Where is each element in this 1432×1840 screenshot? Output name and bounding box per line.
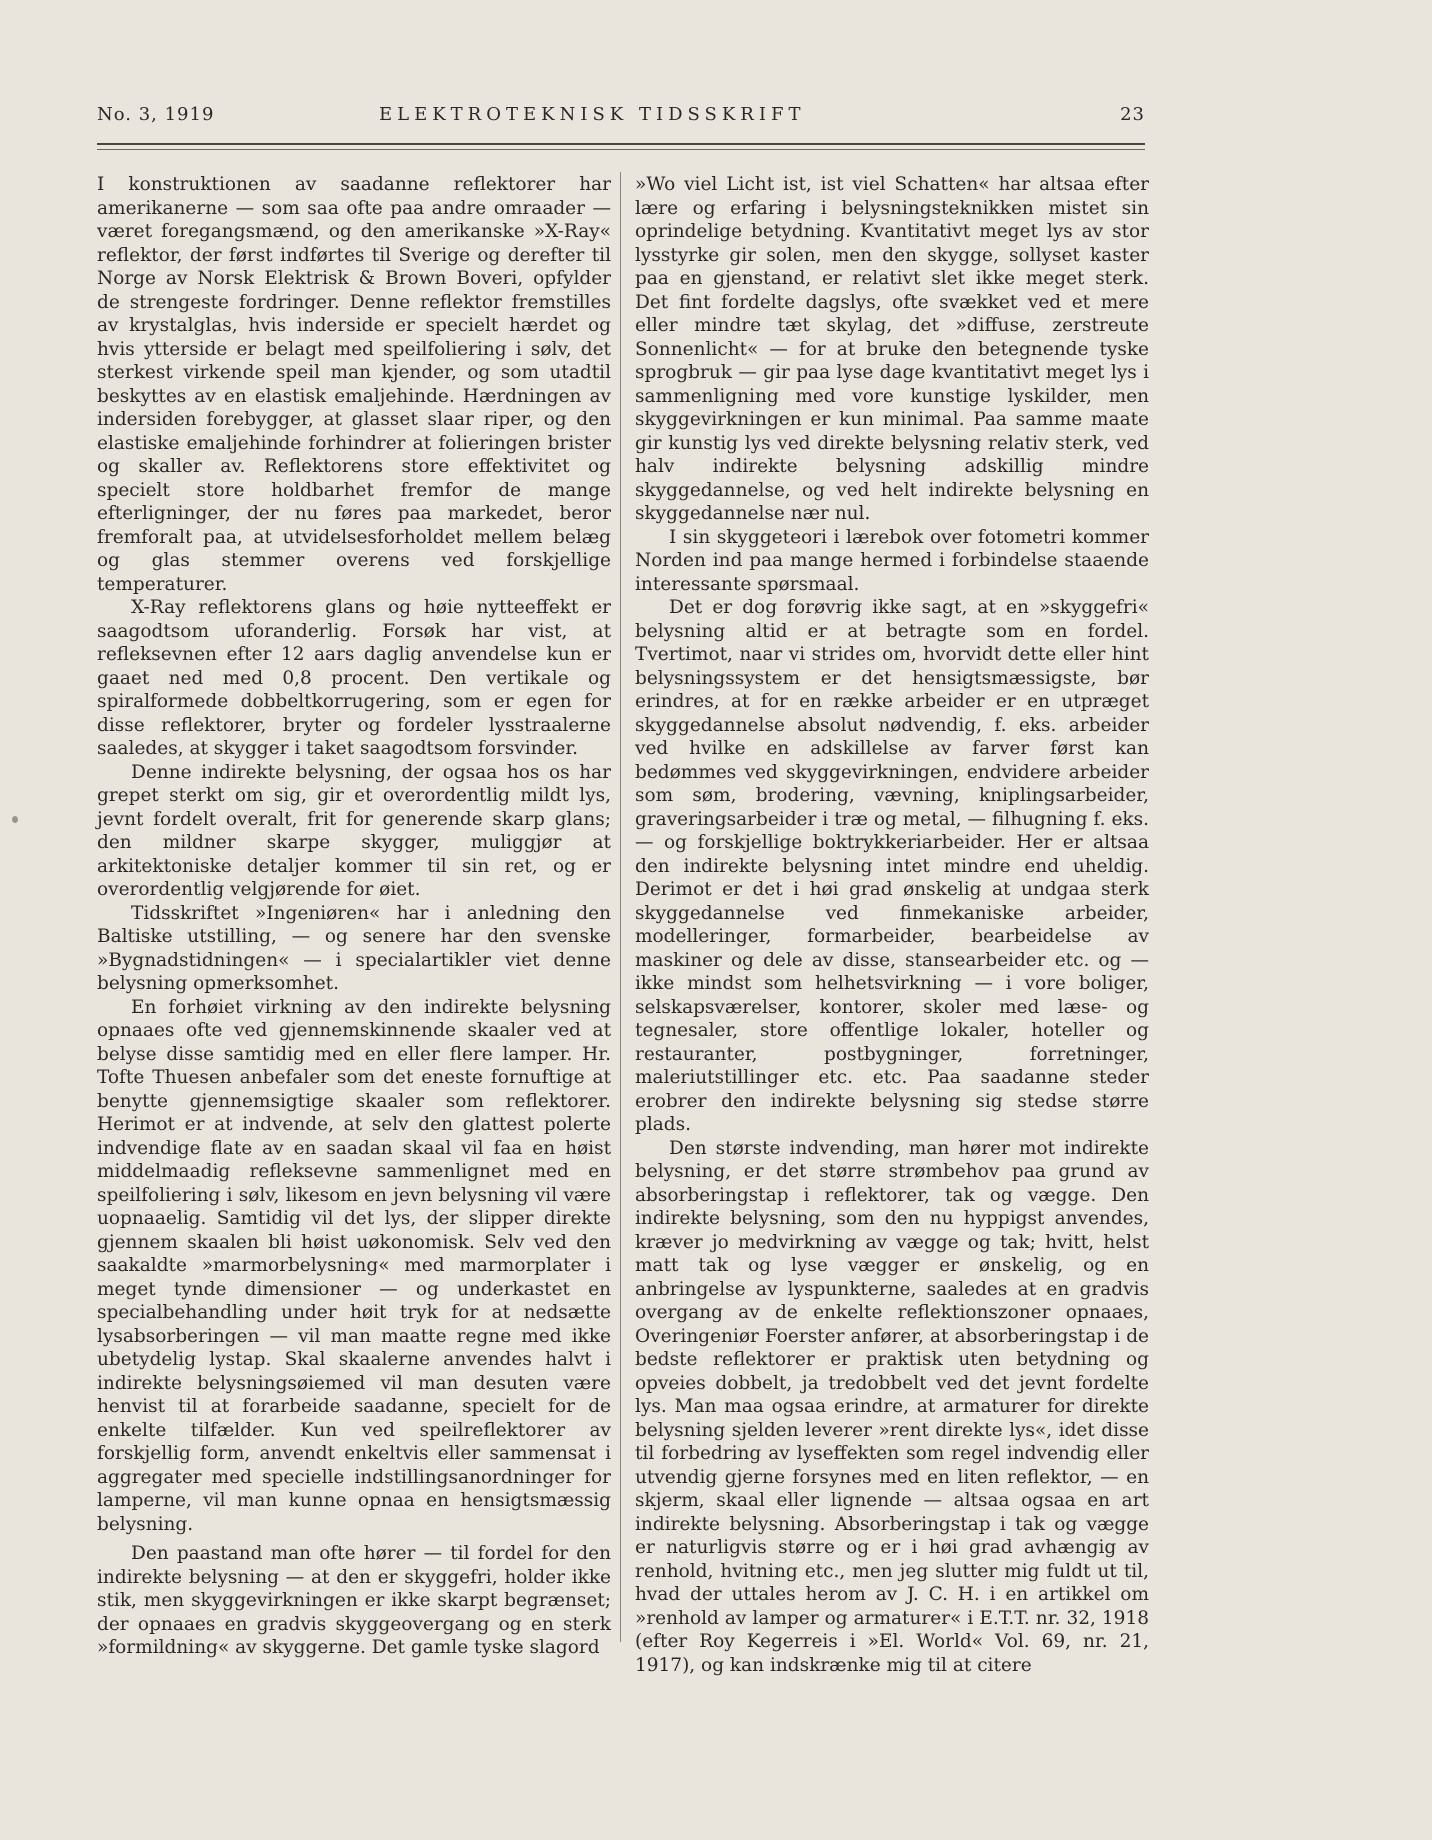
paragraph: En forhøiet virkning av den indirekte belysning opnaaes ofte ved gjennemskinnende skaaler ved at belyse disse samtidig med en eller flere lamper. Hr. Tofte Thuesen anbefaler som det eneste fornuftige at benytte gjennemsigtige skaaler som reflektorer. Herimot er at indvende, at selv den glattest polerte indvendige flate av en saadan skaal vil faa en høist middelmaadig refleksevne sammenlignet med en speilfoliering i sølv, likesom en jevn belysning vil være uopnaaelig. Samtidig vil det lys, der slipper direkte gjennem skaalen bli høist uøkonomisk. Selv ved den saakaldte »marmorbelysning« med marmorplater i meget tynde dimensioner — og underkastet en specialbehandling under høit tryk for at nedsætte lysabsorberingen — vil man maatte regne med ikke ubetydelig lystap. Skal skaalerne anvendes halvt i indirekte belysningsøiemed vil man desuten være henvist til at forarbeide saadanne, specielt for de enkelte tilfælder. Kun ved speilreflektorer av forskjellig form, anvendt enkeltvis eller sammensat i aggregater med specielle indstillingsanordninger for lamperne, vil man kunne opnaa en hensigtsmæssig belysning. bbox=[97, 996, 611, 1535]
page-number: 23 bbox=[1120, 104, 1145, 125]
paragraph: I konstruktionen av saadanne reflektorer har amerikanerne — som saa ofte paa andre omraader — været foregangsmænd, og den amerikanske »X-Ray« reflektor, der først indførtes til Sverige og derefter til Norge av Norsk Elektrisk & Brown Boveri, opfylder de strengeste fordringer. Denne reflektor fremstilles av krystalglas, hvis inderside er specielt hærdet og hvis ytterside er belagt med speilfoliering i sølv, det sterkest virkende speil man kjender, og som utadtil beskyttes av en elastisk emaljehinde. Hærdningen av indersiden forebygger, at glasset slaar riper, og den elastiske emaljehinde forhindrer at folieringen brister og skaller av. Reflektorens store effektivitet og specielt store holdbarhet fremfor de mange efterligninger, der nu føres paa markedet, beror fremforalt paa, at utvidelsesforholdet mellem belæg og glas stemmer overens ved forskjellige temperaturer. bbox=[97, 174, 611, 595]
paragraph: Denne indirekte belysning, der ogsaa hos os har grepet sterkt om sig, gir et overordentlig mildt lys, jevnt fordelt overalt, frit for generende skarp glans; den mildner skarpe skygger, muliggjør at arkitektoniske detaljer kommer til sin ret, og er overordentlig velgjørende for øiet. bbox=[97, 761, 611, 900]
binding-hole-mark bbox=[12, 816, 18, 823]
paragraph: Det er dog forøvrig ikke sagt, at en »skyggefri« belysning altid er at betragte som en fordel. Tvertimot, naar vi strides om, hvorvidt dette eller hint belysningssystem er det hensigtsmæssigste, bør erindres, at for en række arbeider er en utpræget skyggedannelse absolut nødvendig, f. eks. arbeider ved hvilke en adskillelse av farver først kan bedømmes ved skyggevirkningen, endvidere arbeider som søm, brodering, vævning, kniplingsarbeider, graveringsarbeider i træ og metal, — filhugning f. eks. — og forskjellige boktrykkeriarbeider. Her er altsaa den indirekte belysning intet mindre end uheldig. Derimot er det i høi grad ønskelig at undgaa sterk skyggedannelse ved finmekaniske arbeider, modelleringer, formarbeider, bearbeidelse av maskiner og dele av disse, stansearbeider etc. og — ikke mindst som helhetsvirkning — i vore boliger, selskapsværelser, kontorer, skoler med læse- og tegnesaler, store offentlige lokaler, hoteller og restauranter, postbygninger, forretninger, maleriutstillinger etc. etc. Paa saadanne steder erobrer den indirekte belysning sig stedse større plads. bbox=[635, 597, 1149, 1135]
paragraph: Den paastand man ofte hører — til fordel for den indirekte belysning — at den er skyggefri, holder ikke stik, men skyggevirkningen er ikke skarpt begrænset; der opnaaes en gradvis skyggeovergang og en sterk »formildning« av skyggerne. Det gamle tyske slagord bbox=[97, 1543, 611, 1658]
paragraph: X-Ray reflektorens glans og høie nytteeffekt er saagodtsom uforanderlig. Forsøk har vist, at refleksevnen efter 12 aars daglig anvendelse kun er gaaet ned med 0,8 procent. Den vertikale og spiralformede dobbeltkorrugering, som er egen for disse reflektorer, bryter og fordeler lysstraalerne saaledes, at skygger i taket saagodtsom forsvinder. bbox=[97, 597, 611, 759]
paragraph: I sin skyggeteori i lærebok over fotometri kommer Norden ind paa mange hermed i forbindelse staaende interessante spørsmaal. bbox=[635, 526, 1149, 595]
running-header bbox=[97, 104, 1145, 134]
column-divider bbox=[620, 172, 621, 1642]
issue-number: No. 3, 1919 bbox=[97, 104, 215, 125]
header-rule bbox=[97, 143, 1145, 145]
right-column bbox=[635, 173, 1149, 1677]
paragraph: »Wo viel Licht ist, ist viel Schatten« har altsaa efter lære og erfaring i belysningsteknikken mistet sin oprindelige betydning. Kvantitativt meget lys av stor lysstyrke gir solen, men den skygge, sollyset kaster paa en gjenstand, er relativt slet ikke meget sterk. Det fint fordelte dagslys, ofte svækket ved et mere eller mindre tæt skylag, det »diffuse, zerstreute Sonnenlicht« — for at bruke den betegnende tyske sprogbruk — gir paa lyse dage kvantitativt meget lys i sammenligning med vore kunstige lyskilder, men skyggevirkningen er kun minimal. Paa samme maate gir kunstig lys ved direkte belysning relativ sterk, ved halv indirekte belysning adskillig mindre skyggedannelse, og ved helt indirekte belysning en skyggedannelse nær nul. bbox=[635, 174, 1149, 524]
header-rule-thin bbox=[97, 149, 1145, 150]
journal-title: ELEKTROTEKNISK TIDSSKRIFT bbox=[379, 104, 806, 125]
paragraph: Den største indvending, man hører mot indirekte belysning, er det større strømbehov paa grund av absorberingstap i reflektorer, tak og vægge. Den indirekte belysning, som den nu hyppigst anvendes, kræver jo medvirkning av vægge og tak; hvitt, helst matt tak og lyse vægger er ønskelig, og en anbringelse av lyspunkterne, saaledes at en gradvis overgang av de enkelte reflektionszoner opnaaes, Overingeniør Foerster anfører, at absorberingstap i de bedste reflektorer er praktisk uten betydning og opveies dobbelt, ja tredobbelt ved det jevnt fordelte lys. Man maa ogsaa erindre, at armaturer for direkte belysning sjelden leverer »rent direkte lys«, idet disse til forbedring av lyseffekten som regel indvendig eller utvendig gjerne forsynes med en liten reflektor, — en skjerm, skaal eller lignende — altsaa ogsaa en art indirekte belysning. Absorberingstap i tak og vægge er naturligvis større og er i høi grad avhængig av renhold, hvitning etc., men jeg slutter mig fuldt ut til, hvad der uttales herom av J. C. H. i en artikkel om »renhold av lamper og armaturer« i E.T.T. nr. 32, 1918 (efter Roy Kegerreis i »El. World« Vol. 69, nr. 21, 1917), og kan indskrænke mig til at citere bbox=[635, 1137, 1149, 1676]
left-column bbox=[97, 173, 611, 1660]
paragraph: Tidsskriftet »Ingeniøren« har i anledning den Baltiske utstilling, — og senere har den svenske »Bygnadstidningen« — i specialartikler viet denne belysning opmerksomhet. bbox=[97, 902, 611, 994]
